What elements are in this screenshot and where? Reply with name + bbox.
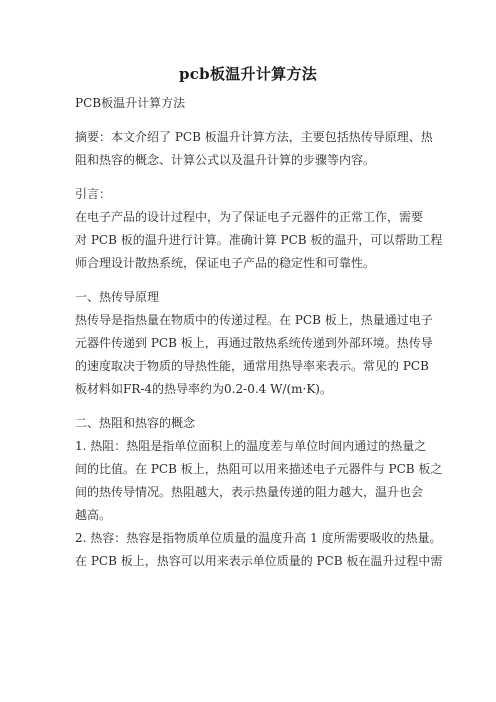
spacer <box>75 115 425 126</box>
section-paragraph-heat-conduction <box>75 309 433 401</box>
abstract-line: 摘要：本文介绍了 PCB 板温升计算方法，主要包括热传导原理、热 <box>75 130 433 144</box>
list-item-line: 间的热传导情况。热阻越大，表示热量传递的阻力越大，温升也会 <box>75 485 424 499</box>
list-item-thermal-resistance <box>75 435 443 527</box>
list-item-line: 1. 热阻：热阻是指单位面积上的温度差与单位时间内通过的热量之 <box>75 439 427 453</box>
intro-paragraph <box>75 206 443 275</box>
spacer <box>75 275 425 286</box>
intro-line: 对 PCB 板的温升进行计算。准确计算 PCB 板的温升，可以帮助工程 <box>75 233 443 247</box>
abstract-line: 阻和热容的概念、计算公式以及温升计算的步骤等内容。 <box>75 153 376 167</box>
section-line: 的速度取决于物质的导热性能，通常用热导率来表示。常见的 PCB <box>75 359 429 373</box>
subtitle: PCB板温升计算方法 <box>75 96 186 110</box>
document-title: pcb板温升计算方法 <box>178 65 318 83</box>
intro-line: 在电子产品的设计过程中，为了保证电子元器件的正常工作，需要 <box>75 210 424 224</box>
intro-line: 师合理设计散热系统，保证电子产品的稳定性和可靠性。 <box>75 256 376 270</box>
list-item-line: 2. 热容：热容是指物质单位质量的温度升高 1 度所需要吸收的热量。 <box>75 531 442 545</box>
list-item-line: 越高。 <box>75 508 112 522</box>
intro-heading: 引言： <box>75 187 112 201</box>
document-body <box>75 92 443 573</box>
list-item-line: 在 PCB 板上，热容可以用来表示单位质量的 PCB 板在温升过程中需 <box>75 554 443 568</box>
list-item-heat-capacity <box>75 527 443 573</box>
section-line: 热传导是指热量在物质中的传递过程。在 PCB 板上，热量通过电子 <box>75 313 433 327</box>
abstract-paragraph <box>75 126 433 172</box>
section-heading-heat-conduction: 一、热传导原理 <box>75 290 160 304</box>
list-item-line: 间的比值。在 PCB 板上，热阻可以用来描述电子元器件与 PCB 板之 <box>75 462 443 476</box>
section-heading-thermal-resistance: 二、热阻和热容的概念 <box>75 416 196 430</box>
spacer <box>75 172 425 183</box>
section-line: 元器件传递到 PCB 板上，再通过散热系统传递到外部环境。热传导 <box>75 336 433 350</box>
section-line: 板材料如FR-4的热导率约为0.2-0.4 W/(m·K)。 <box>75 382 332 396</box>
spacer <box>75 401 425 412</box>
